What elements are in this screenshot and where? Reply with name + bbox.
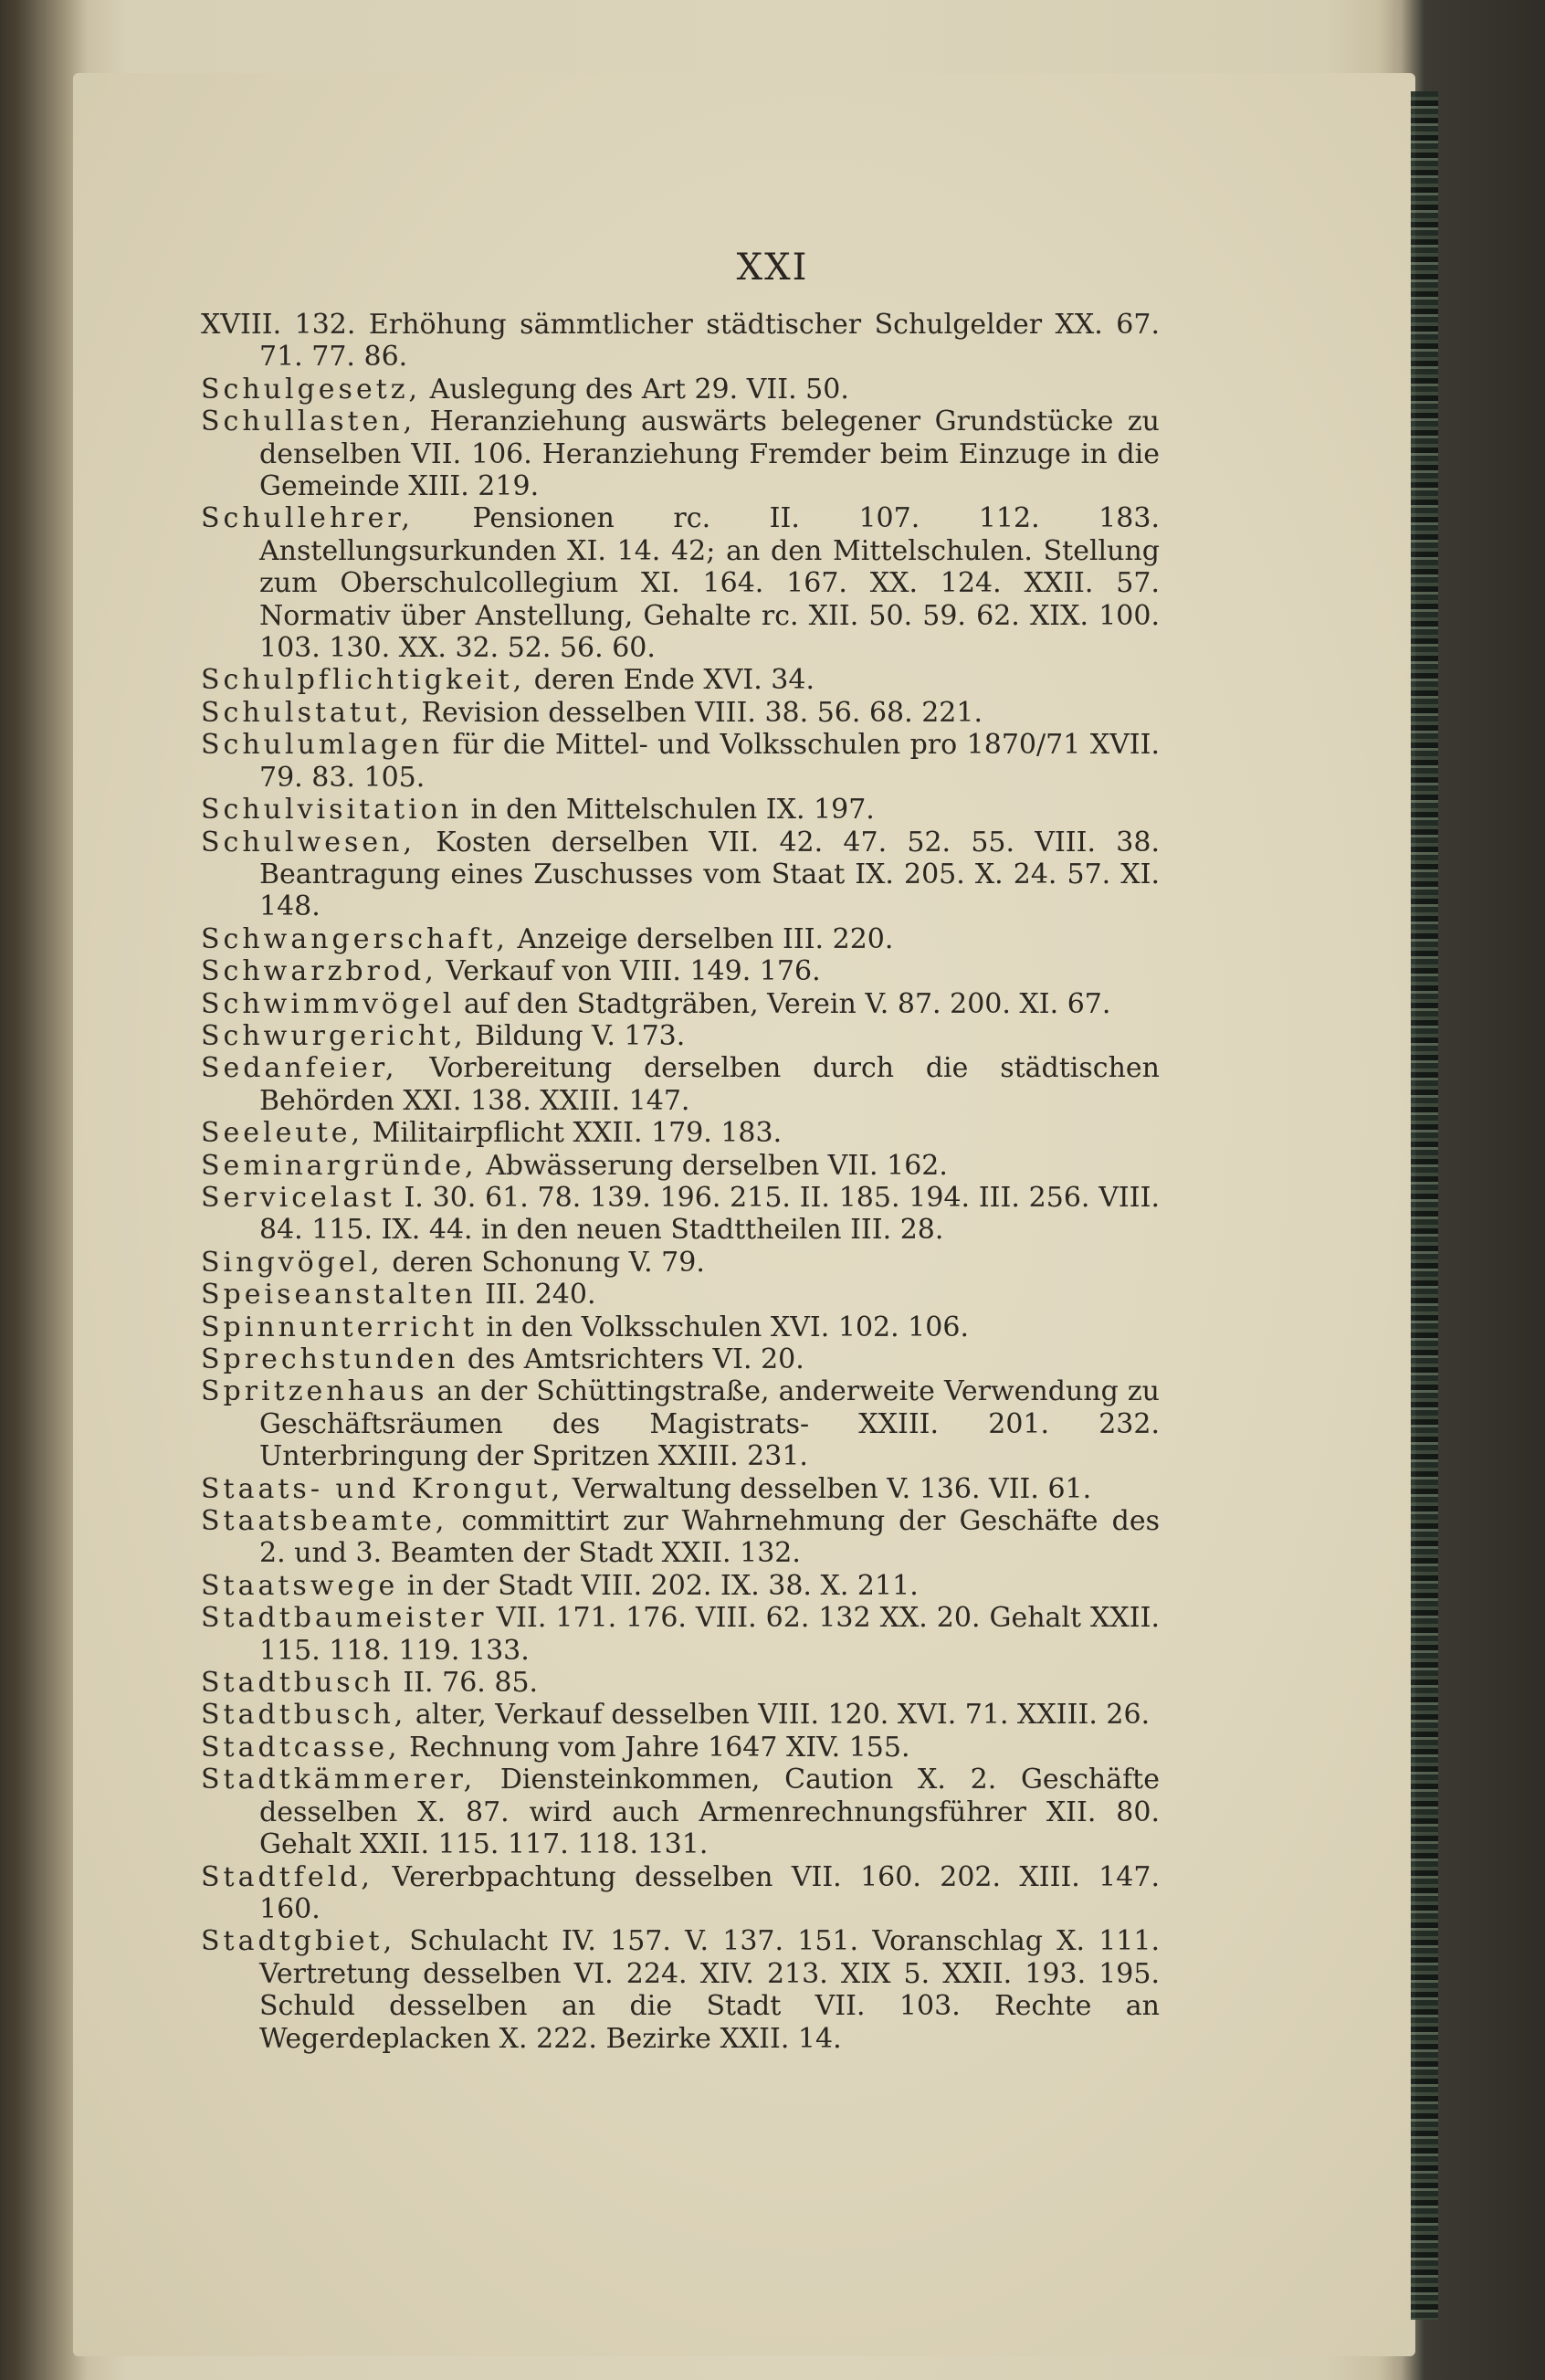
entry-text: Verwaltung desselben V. 136. VII. 61. bbox=[572, 1472, 1092, 1505]
entry-text: Bildung V. 173. bbox=[475, 1019, 686, 1052]
entry-text: Heranziehung auswärts belegener Grundstücke zu denselben VII. 106. Heranziehung Fremder beim Einzuge in die Gemeinde XIII. 219. bbox=[259, 405, 1160, 503]
entry-text: Revision desselben VIII. 38. 56. 68. 221. bbox=[421, 696, 983, 729]
entry-text: deren Schonung V. 79. bbox=[392, 1246, 705, 1279]
index-entry bbox=[201, 1570, 1160, 1602]
entry-keyword: Stadtbusch bbox=[201, 1667, 394, 1700]
index-entry bbox=[201, 955, 1160, 987]
entry-text: in der Stadt VIII. 202. IX. 38. X. 211. bbox=[406, 1569, 919, 1602]
entry-keyword: Spinnunterricht bbox=[201, 1311, 478, 1343]
index-entry bbox=[201, 729, 1160, 794]
index-entry bbox=[201, 1375, 1160, 1472]
entry-keyword: Stadtfeld, bbox=[201, 1860, 373, 1893]
entry-text: Diensteinkommen, Caution X. 2. Geschäfte desselben X. 87. wird auch Armenrechnungsführer XII. 80. Gehalt XXII. 115. 117. 118. 131. bbox=[259, 1764, 1160, 1861]
entry-keyword: Stadtcasse, bbox=[201, 1731, 401, 1764]
entry-keyword: Schulstatut, bbox=[201, 696, 413, 729]
index-entry bbox=[201, 1279, 1160, 1311]
entry-keyword: Schullehrer, bbox=[201, 502, 414, 535]
index-entry bbox=[201, 827, 1160, 923]
book-spine-edge bbox=[1411, 91, 1438, 2320]
entry-keyword: Servicelast bbox=[201, 1181, 395, 1214]
entry-keyword: Schwangerschaft, bbox=[201, 922, 509, 955]
entry-keyword: Schulumlagen bbox=[201, 729, 444, 762]
entry-text: Auslegung des Art 29. VII. 50. bbox=[429, 373, 849, 405]
entry-keyword: Seminargründe, bbox=[201, 1149, 478, 1182]
index-entry bbox=[201, 697, 1160, 729]
entry-text: auf den Stadtgräben, Verein V. 87. 200. XI. 67. bbox=[463, 987, 1111, 1020]
entry-text: Rechnung vom Jahre 1647 XIV. 155. bbox=[409, 1731, 910, 1764]
entry-text: III. 240. bbox=[485, 1279, 596, 1311]
entry-text: II. 76. 85. bbox=[403, 1667, 539, 1700]
index-entry bbox=[201, 988, 1160, 1020]
index-entry bbox=[201, 1925, 1160, 2055]
entry-keyword: Schwarzbrod, bbox=[201, 955, 437, 988]
index-entry bbox=[201, 1311, 1160, 1343]
index-entry bbox=[201, 664, 1160, 696]
entry-keyword: Spritzenhaus bbox=[201, 1375, 428, 1408]
index-entry bbox=[201, 1150, 1160, 1182]
index-entry bbox=[201, 1052, 1160, 1117]
page-number: XXI bbox=[736, 247, 809, 289]
entry-text: Pensionen rc. II. 107. 112. 183. Anstellungsurkunden XI. 14. 42; an den Mittelschulen. Stellung zum Oberschulcollegium XI. 164. 167. XX. 124. XXII. 57. Normativ über Anstellung, Gehalte rc. XII. 50. 59. 62. XIX. 100. 103. 130. XX. 32. 52. 56. 60. bbox=[259, 502, 1160, 665]
index-entry bbox=[201, 1117, 1160, 1149]
entry-keyword: Staats- und Krongut, bbox=[201, 1472, 564, 1505]
entry-text: für die Mittel- und Volksschulen pro 1870/71 XVII. 79. 83. 105. bbox=[259, 729, 1160, 794]
index-entry bbox=[201, 1861, 1160, 1926]
entry-keyword: Stadtbusch, bbox=[201, 1699, 407, 1732]
entry-keyword: Schulwesen, bbox=[201, 826, 416, 858]
index-entry bbox=[201, 1020, 1160, 1052]
entry-text: Abwässerung derselben VII. 162. bbox=[486, 1149, 948, 1182]
entry-keyword: Speiseanstalten bbox=[201, 1279, 477, 1311]
entry-keyword: Schwurgericht, bbox=[201, 1019, 467, 1052]
entry-text: in den Mittelschulen IX. 197. bbox=[470, 794, 875, 827]
index-entry bbox=[201, 1667, 1160, 1699]
entry-text: committirt zur Wahrnehmung der Geschäfte des 2. und 3. Beamten der Stadt XXII. 132. bbox=[259, 1505, 1160, 1570]
entry-text: alter, Verkauf desselben VIII. 120. XVI. 71. XXIII. 26. bbox=[415, 1699, 1151, 1732]
index-entry bbox=[201, 309, 1160, 374]
entry-keyword: Stadtkämmerer, bbox=[201, 1764, 477, 1796]
entry-keyword: Stadtbaumeister bbox=[201, 1602, 488, 1635]
entry-text: deren Ende XVI. 34. bbox=[533, 664, 815, 697]
index-entry bbox=[201, 374, 1160, 405]
entry-keyword: Sprechstunden bbox=[201, 1343, 459, 1375]
entry-keyword: Seeleute, bbox=[201, 1117, 364, 1150]
index-entry bbox=[201, 1732, 1160, 1764]
entry-text: Militairpflicht XXII. 179. 183. bbox=[372, 1117, 783, 1150]
entry-text: Anzeige derselben III. 220. bbox=[517, 922, 894, 955]
entry-text: Vererbpachtung desselben VII. 160. 202. XIII. 147. 160. bbox=[259, 1860, 1160, 1925]
entry-keyword: Schulgesetz, bbox=[201, 373, 422, 405]
index-entry bbox=[201, 1182, 1160, 1247]
entry-text: Kosten derselben VII. 42. 47. 52. 55. VIII. 38. Beantragung eines Zuschusses vom Staat IX. 205. X. 24. 57. XI. 148. bbox=[259, 826, 1160, 923]
index-entry bbox=[201, 794, 1160, 826]
entry-text: Schulacht IV. 157. V. 137. 151. Voranschlag X. 111. Vertretung desselben VI. 224. XIV. 213. XIX 5. XXII. 193. 195. Schuld desselben an die Stadt VII. 103. Rechte an Wegerdeplacken X. 222. Bezirke XXII. 14. bbox=[259, 1925, 1160, 2055]
entry-text: des Amtsrichters VI. 20. bbox=[467, 1343, 804, 1375]
entry-text: Vorbereitung derselben durch die städtischen Behörden XXI. 138. XXIII. 147. bbox=[259, 1052, 1160, 1117]
entry-keyword: Stadtgbiet, bbox=[201, 1925, 396, 1958]
index-entry bbox=[201, 1473, 1160, 1505]
entry-keyword: Sedanfeier, bbox=[201, 1052, 398, 1085]
entry-text: VII. 171. 176. VIII. 62. 132 XX. 20. Gehalt XXII. 115. 118. 119. 133. bbox=[259, 1602, 1160, 1667]
index-list bbox=[201, 309, 1160, 2055]
index-entry bbox=[201, 1343, 1160, 1375]
entry-keyword: Schwimmvögel bbox=[201, 987, 456, 1020]
entry-keyword: Staatsbeamte, bbox=[201, 1505, 448, 1538]
entry-text: an der Schüttingstraße, anderweite Verwendung zu Geschäftsräumen des Magistrats- XXIII. 201. 232. Unterbringung der Spritzen XXIII. 231. bbox=[259, 1375, 1160, 1473]
index-entry bbox=[201, 1764, 1160, 1860]
entry-keyword: Schulvisitation bbox=[201, 794, 463, 827]
entry-text: in den Volksschulen XVI. 102. 106. bbox=[486, 1311, 969, 1343]
index-entry bbox=[201, 502, 1160, 664]
index-entry bbox=[201, 1699, 1160, 1731]
index-entry bbox=[201, 1247, 1160, 1279]
entry-keyword: Schulpflichtigkeit, bbox=[201, 664, 526, 697]
entry-keyword: Staatswege bbox=[201, 1569, 399, 1602]
entry-text: I. 30. 61. 78. 139. 196. 215. II. 185. 194. III. 256. VIII. 84. 115. IX. 44. in den neuen Stadttheilen III. 28. bbox=[259, 1181, 1160, 1247]
index-entry bbox=[201, 923, 1160, 955]
index-entry bbox=[201, 1602, 1160, 1667]
entry-keyword: Schullasten, bbox=[201, 405, 416, 438]
entry-keyword: Singvögel, bbox=[201, 1246, 384, 1279]
entry-text: Verkauf von VIII. 149. 176. bbox=[446, 955, 821, 988]
index-entry bbox=[201, 405, 1160, 502]
entry-text: XVIII. 132. Erhöhung sämmtlicher städtischer Schulgelder XX. 67. 71. 77. 86. bbox=[201, 309, 1160, 374]
index-entry bbox=[201, 1505, 1160, 1570]
